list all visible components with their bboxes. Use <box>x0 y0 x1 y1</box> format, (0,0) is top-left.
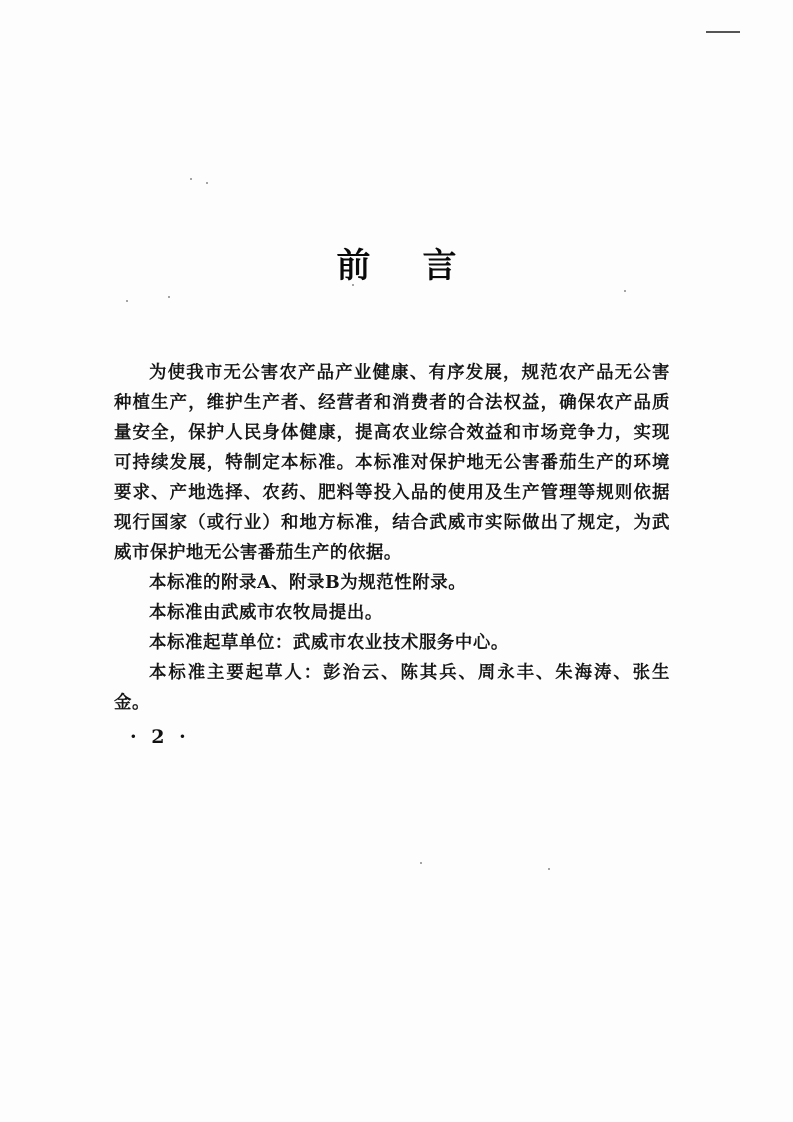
paragraph-appendix: 本标准的附录A、附录B为规范性附录。 <box>149 573 467 593</box>
paragraph-proposer: 本标准由武威市农牧局提出。 <box>149 603 383 623</box>
page-number: · 2 · <box>130 726 190 748</box>
foreword-body <box>114 358 670 718</box>
paragraph-main: 为使我市无公害农产品产业健康、有序发展，规范农产品无公害种植生产，维护生产者、经营者和消费者的合法权益，确保农产品质量安全，保护人民身体健康，提高农业综合效益和市场竞争力，实现可持续发展，特制定本标准。本标准对保护地无公害番茄生产的环境要求、产地选择、农药、肥料等投入品的使用及生产管理等规则依据现行国家（或行业）和地方标准，结合武威市实际做出了规定，为武威市保护地无公害番茄生产的依据。 <box>114 363 670 563</box>
scan-speck <box>548 868 550 870</box>
page-title: 前言 <box>336 246 509 286</box>
corner-mark <box>706 31 740 33</box>
paragraph-drafters: 本标准主要起草人：彭治云、陈其兵、周永丰、朱海涛、张生金。 <box>114 663 670 713</box>
scan-speck <box>168 296 170 298</box>
scan-speck <box>420 862 422 864</box>
scan-speck <box>206 182 208 184</box>
scan-speck <box>624 290 626 292</box>
paragraph-drafting-unit: 本标准起草单位：武威市农业技术服务中心。 <box>149 633 509 653</box>
scan-speck <box>190 178 192 180</box>
scan-speck <box>126 300 128 302</box>
